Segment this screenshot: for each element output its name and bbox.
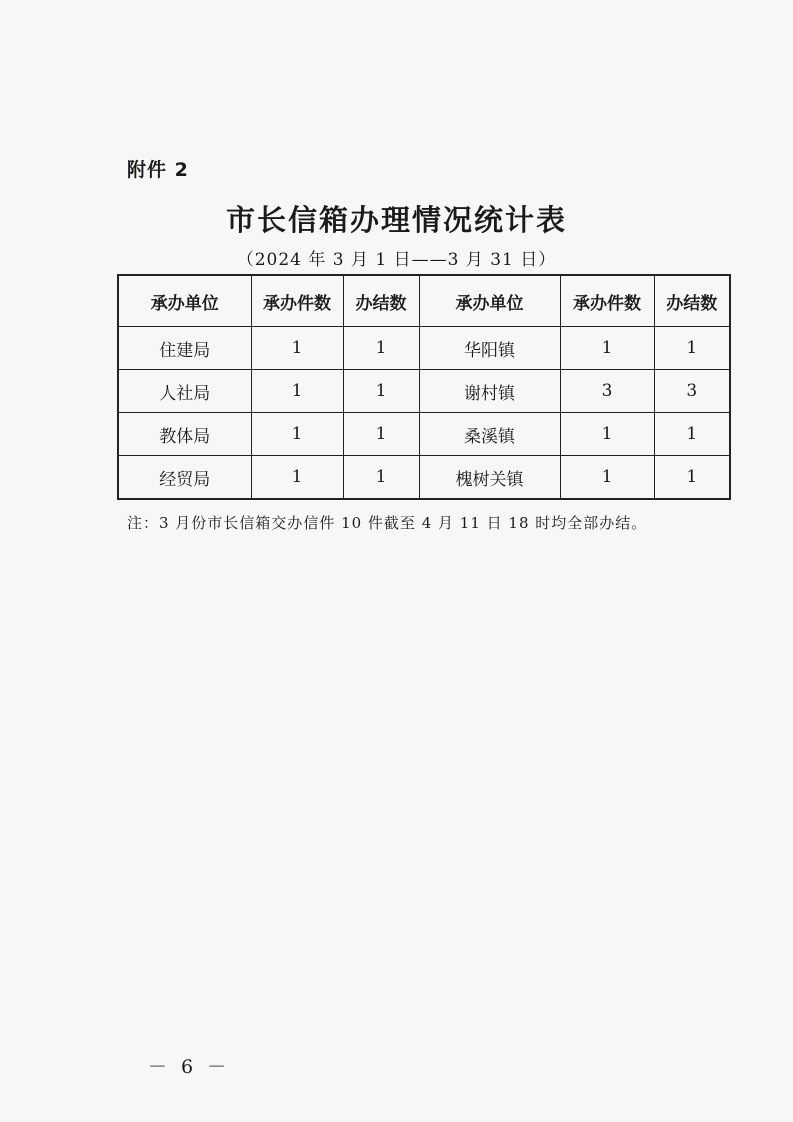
column-header-count: 承办件数	[560, 275, 654, 327]
completed-cell: 1	[654, 327, 730, 370]
column-header-completed: 办结数	[654, 275, 730, 327]
count-cell: 1	[251, 327, 343, 370]
footnote: 注：3 月份市长信箱交办信件 10 件截至 4 月 11 日 18 时均全部办结。	[127, 514, 648, 532]
completed-cell: 1	[654, 413, 730, 456]
completed-cell: 1	[343, 456, 419, 500]
unit-cell: 经贸局	[118, 456, 251, 500]
statistics-table	[117, 274, 731, 500]
table-row	[118, 413, 730, 456]
column-header-unit: 承办单位	[419, 275, 560, 327]
date-range-subtitle: （2024 年 3 月 1 日——3 月 31 日）	[236, 250, 557, 270]
unit-cell: 教体局	[118, 413, 251, 456]
completed-cell: 1	[343, 327, 419, 370]
attachment-label: 附件 2	[127, 159, 189, 181]
count-cell: 3	[560, 370, 654, 413]
table-row	[118, 327, 730, 370]
unit-cell: 住建局	[118, 327, 251, 370]
unit-cell: 华阳镇	[419, 327, 560, 370]
completed-cell: 1	[343, 413, 419, 456]
table-row	[118, 456, 730, 500]
completed-cell: 1	[343, 370, 419, 413]
table-header-row	[118, 275, 730, 327]
unit-cell: 槐树关镇	[419, 456, 560, 500]
count-cell: 1	[560, 413, 654, 456]
column-header-count: 承办件数	[251, 275, 343, 327]
page-number: － 6 －	[148, 1056, 231, 1078]
count-cell: 1	[560, 456, 654, 500]
table-row	[118, 370, 730, 413]
count-cell: 1	[251, 370, 343, 413]
unit-cell: 人社局	[118, 370, 251, 413]
completed-cell: 3	[654, 370, 730, 413]
count-cell: 1	[560, 327, 654, 370]
column-header-unit: 承办单位	[118, 275, 251, 327]
page-title: 市长信箱办理情况统计表	[225, 203, 567, 237]
count-cell: 1	[251, 456, 343, 500]
unit-cell: 桑溪镇	[419, 413, 560, 456]
completed-cell: 1	[654, 456, 730, 500]
count-cell: 1	[251, 413, 343, 456]
unit-cell: 谢村镇	[419, 370, 560, 413]
column-header-completed: 办结数	[343, 275, 419, 327]
